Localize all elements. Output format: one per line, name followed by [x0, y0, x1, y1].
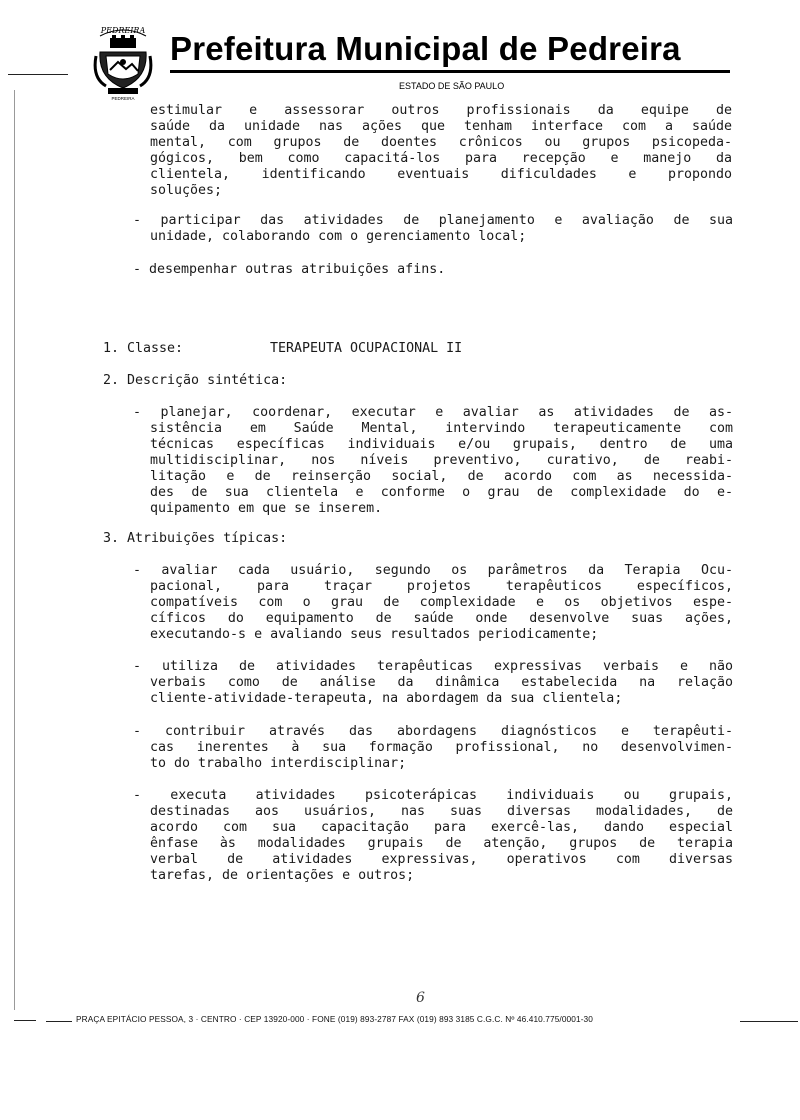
state-label: ESTADO DE SÃO PAULO [399, 81, 505, 91]
text-line: mental, com grupos de doentes crônicos ou grupos psicopeda- [150, 135, 732, 150]
bullet-desempenhar: - desempenhar outras atribuições afins. [133, 262, 446, 277]
text-line: verbais como de análise da dinâmica estabelecida na relação [150, 675, 733, 690]
text-line: tarefas, de orientações e outros; [150, 868, 415, 883]
text-line: gógicos, bem como capacitá-los para recepção e manejo da [150, 151, 732, 166]
margin-bracket-side [14, 90, 15, 1010]
text-line: ênfase às modalidades grupais de atenção, grupos de terapia [150, 836, 733, 851]
bullet-utiliza [133, 659, 733, 707]
text-line: compatíveis com o grau de complexidade e os objetivos espe- [150, 595, 733, 610]
bullet-avaliar [133, 563, 733, 643]
text-line: cliente-atividade-terapeuta, na abordagem da sua clientela; [150, 691, 623, 706]
crest-motto: PEDREIRA [111, 96, 135, 101]
crest-text: PEDREIRA [100, 26, 146, 35]
text-line: - contribuir através das abordagens diagnósticos e terapêuti- [133, 724, 733, 739]
text-line: pacional, para traçar projetos terapêuticos específicos, [150, 579, 733, 594]
text-line: - planejar, coordenar, executar e avaliar as atividades de as- [133, 405, 733, 420]
bullet-contribuir [133, 724, 733, 772]
text-line: - utiliza de atividades terapêuticas expressivas verbais e não [133, 659, 733, 674]
text-line: acordo com sua capacitação para exercê-las, dando especial [150, 820, 733, 835]
text-line: executando-s e avaliando seus resultados periodicamente; [150, 627, 599, 642]
footer-rule-right [740, 1021, 798, 1022]
text-line: soluções; [150, 183, 223, 198]
bullet-planejar [133, 405, 733, 517]
margin-bracket-bottom [14, 1020, 36, 1021]
section-classe-value: TERAPEUTA OCUPACIONAL II [270, 341, 463, 356]
text-line: verbal de atividades expressivas, operativos com diversas [150, 852, 733, 867]
text-line: clientela, identificando eventuais dificuldades e propondo [150, 167, 732, 182]
footer-address: PRAÇA EPITÁCIO PESSOA, 3 · CENTRO · CEP 13920-000 · FONE (019) 893-2787 FAX (019) 893 3185 C.G.C. Nº 46.410.775/0001-30 [76, 1014, 593, 1024]
text-line: saúde da unidade nas ações que tenham interface com a saúde [150, 119, 732, 134]
text-line: técnicas específicas individuais e/ou grupais, dentro de uma [150, 437, 733, 452]
section-descricao-label: 2. Descrição sintética: [103, 373, 288, 388]
municipal-crest-icon [92, 22, 154, 102]
margin-bracket-top [8, 74, 68, 75]
text-line: litação e de reinserção social, de acordo com as necessida- [150, 469, 733, 484]
text-line: sistência em Saúde Mental, intervindo terapeuticamente com [150, 421, 733, 436]
text-line: quipamento em que se inserem. [150, 501, 383, 516]
page-number: 6 [416, 990, 425, 1006]
bullet-executa [133, 788, 733, 884]
text-line: - participar das atividades de planejamento e avaliação de sua [133, 213, 733, 228]
footer-rule-left [46, 1021, 72, 1022]
text-line: multidisciplinar, nos níveis preventivo, curativo, de reabi- [150, 453, 733, 468]
text-line: cas inerentes à sua formação profissional, no desenvolvimen- [150, 740, 733, 755]
text-line: estimular e assessorar outros profissionais da equipe de [150, 103, 732, 118]
continued-paragraph [150, 103, 732, 199]
page-title: Prefeitura Municipal de Pedreira [170, 30, 681, 67]
text-line: to do trabalho interdisciplinar; [150, 756, 407, 771]
text-line: - avaliar cada usuário, segundo os parâmetros da Terapia Ocu- [133, 563, 733, 578]
header-rule [170, 70, 730, 73]
text-line: unidade, colaborando com o gerenciamento local; [150, 229, 527, 244]
text-line: cíficos do equipamento de saúde onde desenvolve suas ações, [150, 611, 733, 626]
text-line: destinadas aos usuários, nas suas diversas modalidades, de [150, 804, 733, 819]
text-line: des de sua clientela e conforme o grau de complexidade do e- [150, 485, 733, 500]
text-line: - executa atividades psicoterápicas individuais ou grupais, [133, 788, 733, 803]
section-classe-label: 1. Classe: [103, 341, 184, 356]
section-atribuicoes-label: 3. Atribuições típicas: [103, 531, 288, 546]
bullet-participar [133, 213, 733, 245]
